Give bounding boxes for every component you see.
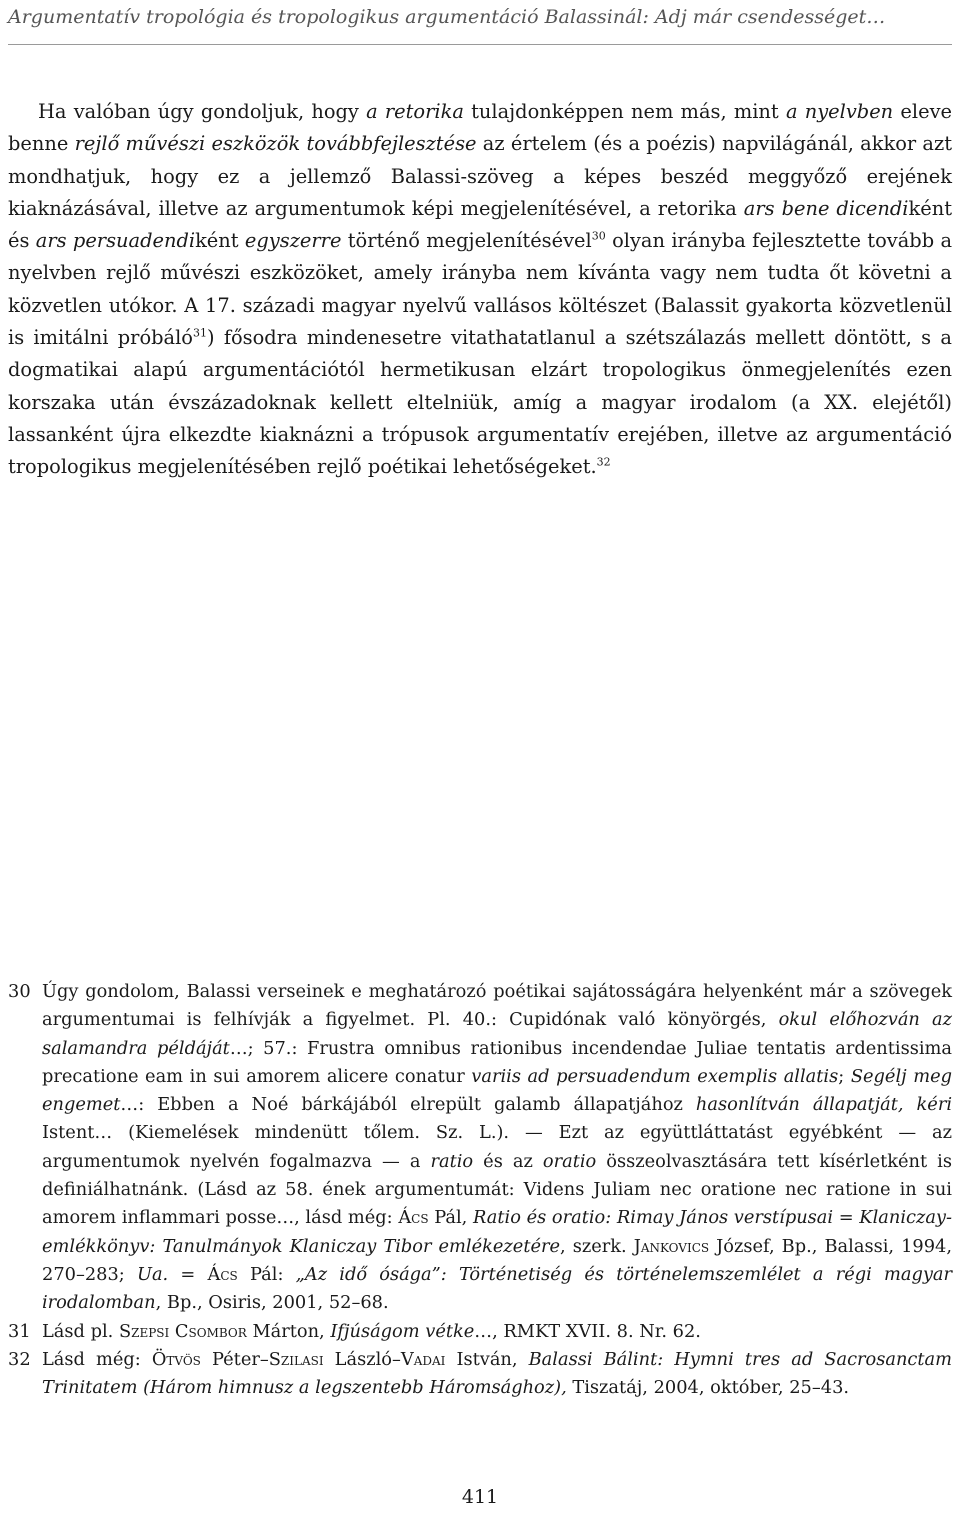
- body-emphasis: ars persuadendi: [35, 229, 196, 253]
- body-text: ként: [195, 229, 245, 253]
- body-text: olyan irányba fejlesztette tovább a nyelvben rejlő művészi eszközöket, amely irányba nem kívánta vagy nem tudta őt követni a közvetlen utókor. A 17. századi magyar nyelvű vallásos költészet (Balassit gyakorta közvetlenül is imitálni próbáló: [8, 229, 953, 350]
- footnote-emphasis: variis ad persuadendum exemplis allatis: [471, 1065, 839, 1087]
- body-text: ) fősodra mindenesetre vitathatatlanul a szétszálazás mellett döntött, s a dogmatikai alapú argumentációtól hermetikusan elzárt tropologikus önmegjelenítés ezen korszaka után évszázadoknak kellett eltelniük, amíg a magyar irodalom (a XX. elejétől) lassanként újra elkezdte kiaknázni a trópusok argumentatív erejében, illetve az argumentáció tropologikus megjelenítésében rejlő poétikai lehetőségeket.: [8, 326, 952, 479]
- body-text: Ha valóban úgy gondoljuk, hogy: [38, 100, 367, 123]
- author-name: Ács: [398, 1207, 429, 1229]
- footnote-text: és az: [473, 1150, 543, 1172]
- footnote-text: …: Ebben a Noé bárkájából elrepült galamb állapatjához: [120, 1094, 696, 1116]
- footnote-emphasis: Ua.: [136, 1263, 169, 1285]
- footnote-number: 32: [8, 1348, 31, 1370]
- header-divider: [8, 44, 952, 45]
- footnote-number: 31: [8, 1320, 31, 1342]
- footnote-text: Tiszatáj, 2004, október, 25–43.: [566, 1377, 850, 1399]
- footnote-30: [8, 978, 952, 1318]
- footnote-text: István,: [445, 1348, 529, 1370]
- body-text: történő megjelenítésével: [341, 229, 592, 253]
- footnote-text: József, Bp., Balassi, 1994, 270–283;: [42, 1235, 952, 1285]
- body-text: ként és: [8, 196, 952, 253]
- footnote-text: Pál:: [237, 1263, 296, 1285]
- body-text: eleve benne: [8, 100, 952, 156]
- footnote-text: László–: [323, 1348, 401, 1370]
- footnote-ref-32[interactable]: 32: [596, 455, 611, 469]
- author-name: Szilasi: [268, 1348, 324, 1370]
- footnote-emphasis: okul előhozván az salamandra példáját: [42, 1009, 953, 1059]
- author-name: Ács: [207, 1263, 238, 1285]
- running-header: Argumentatív tropológia és tropologikus argumentáció Balassinál: Adj már csendességet…: [8, 6, 886, 28]
- body-text: tulajdonképpen nem más, mint: [463, 100, 786, 123]
- footnote-ref-30[interactable]: 30: [591, 229, 606, 243]
- footnote-emphasis: Balassi Bálint: Hymni tres ad Sacrosanctam Trinitatem (Három himnusz a legszentebb Háromsághoz),: [42, 1348, 952, 1399]
- footnote-text: Péter–: [200, 1348, 269, 1370]
- author-name: Jankovics: [633, 1235, 710, 1257]
- footnote-text: …, RMKT XVII. 8. Nr. 62.: [474, 1320, 701, 1342]
- page-number: 411: [461, 1486, 499, 1508]
- footnote-text: Lásd pl.: [42, 1320, 119, 1342]
- footnote-text: , Bp., Osiris, 2001, 52–68.: [155, 1292, 389, 1314]
- footnote-emphasis: oratio: [542, 1150, 597, 1172]
- body-emphasis: a retorika: [366, 100, 464, 123]
- footnote-text: , szerk.: [560, 1235, 634, 1257]
- footnote-emphasis: „Az idő ósága”: Történetiség és történelemszemlélet a régi magyar irodalomban: [42, 1263, 953, 1314]
- footnote-32: [8, 1346, 952, 1403]
- footnote-text: Úgy gondolom, Balassi verseinek e meghatározó poétikai sajátosságára helyenként már a szövegek argumentumai is felhívják a figyelmet. Pl. 40.: Cupidónak való könyörgés,: [42, 981, 952, 1031]
- body-emphasis: rejlő művészi eszközök továbbfejlesztése: [74, 132, 477, 156]
- footnote-emphasis: Ifjúságom vétke: [330, 1320, 475, 1342]
- footnotes: [8, 978, 952, 1402]
- footnote-ref-31[interactable]: 31: [192, 326, 207, 340]
- body-emphasis: a nyelvben: [785, 100, 894, 123]
- footnote-emphasis: Segélj meg engemet: [42, 1065, 952, 1116]
- main-paragraph: [8, 96, 952, 484]
- footnote-text: …; 57.: Frustra omnibus rationibus incendendae Juliae tentatis ardentissima precatione eam in sui amorem alicere conatur: [42, 1037, 952, 1087]
- footnote-number: 30: [8, 981, 31, 1002]
- author-name: Szepsi Csombor: [118, 1320, 247, 1342]
- footnote-text: Lásd még:: [42, 1348, 152, 1370]
- body-emphasis: ars bene dicendi: [743, 196, 909, 220]
- footnote-text: összeolvasztására tett kísérletként is definiálhatnánk. (Lásd az 58. ének argumentumát: Videns Juliam nec oratione nec ratione in sui amorem inflammari posse…, lásd még:: [42, 1150, 952, 1229]
- footnote-text: ;: [838, 1065, 851, 1087]
- footnote-text: Pál,: [428, 1207, 473, 1229]
- footnote-emphasis: hasonlítván állapatját, kéri: [695, 1094, 953, 1116]
- footnote-emphasis: ratio: [430, 1150, 474, 1172]
- footnote-31: [8, 1318, 952, 1346]
- author-name: Ötvös: [151, 1348, 201, 1370]
- footnote-text: =: [168, 1263, 208, 1285]
- author-name: Vadai: [400, 1348, 446, 1370]
- body-text: az értelem (és a poézis) napvilágánál, akkor azt mondhatjuk, hogy ez a jellemző Balassi-szöveg a képes beszéd meggyőző erejének kiaknázásával, illetve az argumentumok képi megjelenítésével, a retorika: [8, 132, 952, 220]
- body-emphasis: egyszerre: [244, 229, 342, 253]
- footnote-text: Márton,: [246, 1320, 331, 1342]
- footnote-emphasis: Ratio és oratio: Rimay János verstípusai = Klaniczay-emlékkönyv: Tanulmányok Klaniczay Tibor emlékezetére: [42, 1207, 952, 1257]
- footnote-text: Istent… (Kiemelések mindenütt tőlem. Sz. L.). — Ezt az együttláttatást egyébként — az argumentumok nyelvén fogalmazva — a: [42, 1122, 952, 1172]
